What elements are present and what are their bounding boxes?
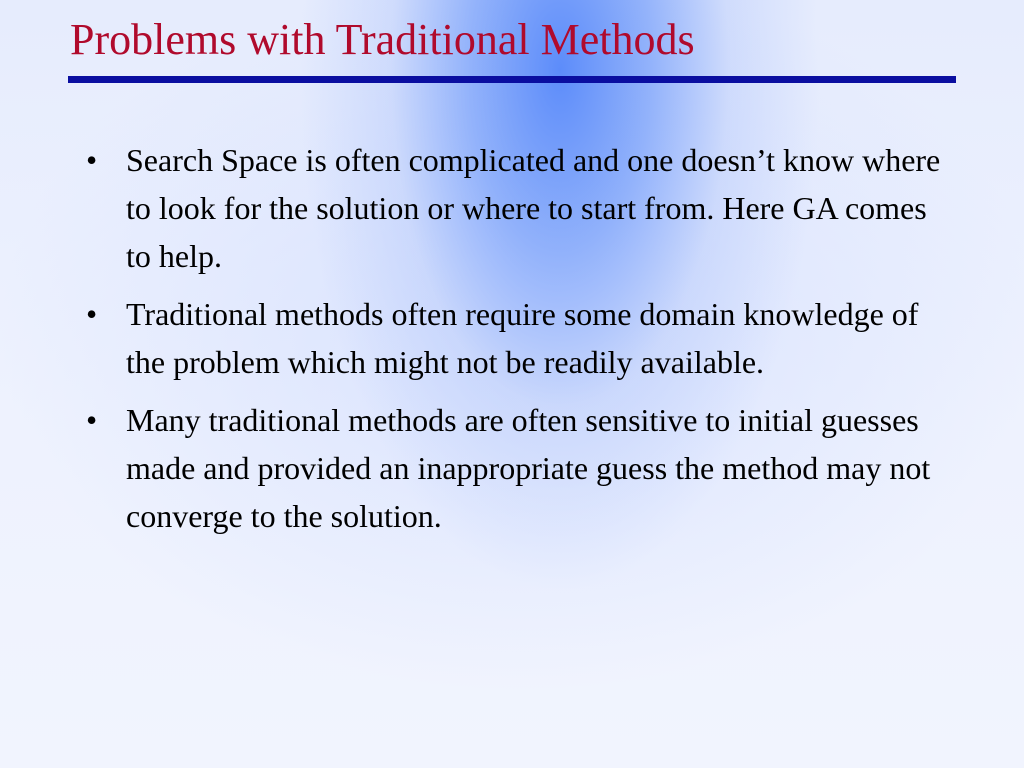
title-underline — [68, 76, 956, 83]
bullet-text: Traditional methods often require some domain knowledge of the problem which might not be readily available. — [126, 296, 919, 380]
bullet-icon: • — [86, 402, 98, 438]
bullet-list — [84, 136, 954, 550]
bullet-text: Many traditional methods are often sensitive to initial guesses made and provided an inappropriate guess the method may not converge to the solution. — [126, 402, 931, 534]
bullet-item — [84, 396, 954, 540]
bullet-item — [84, 136, 954, 280]
bullet-text: Search Space is often complicated and one doesn’t know where to look for the solution or where to start from. Here GA comes to help. — [126, 142, 941, 274]
bullet-item — [84, 290, 954, 386]
bullet-icon: • — [86, 142, 98, 178]
bullet-icon: • — [86, 296, 98, 332]
slide-title: Problems with Traditional Methods — [70, 15, 695, 64]
